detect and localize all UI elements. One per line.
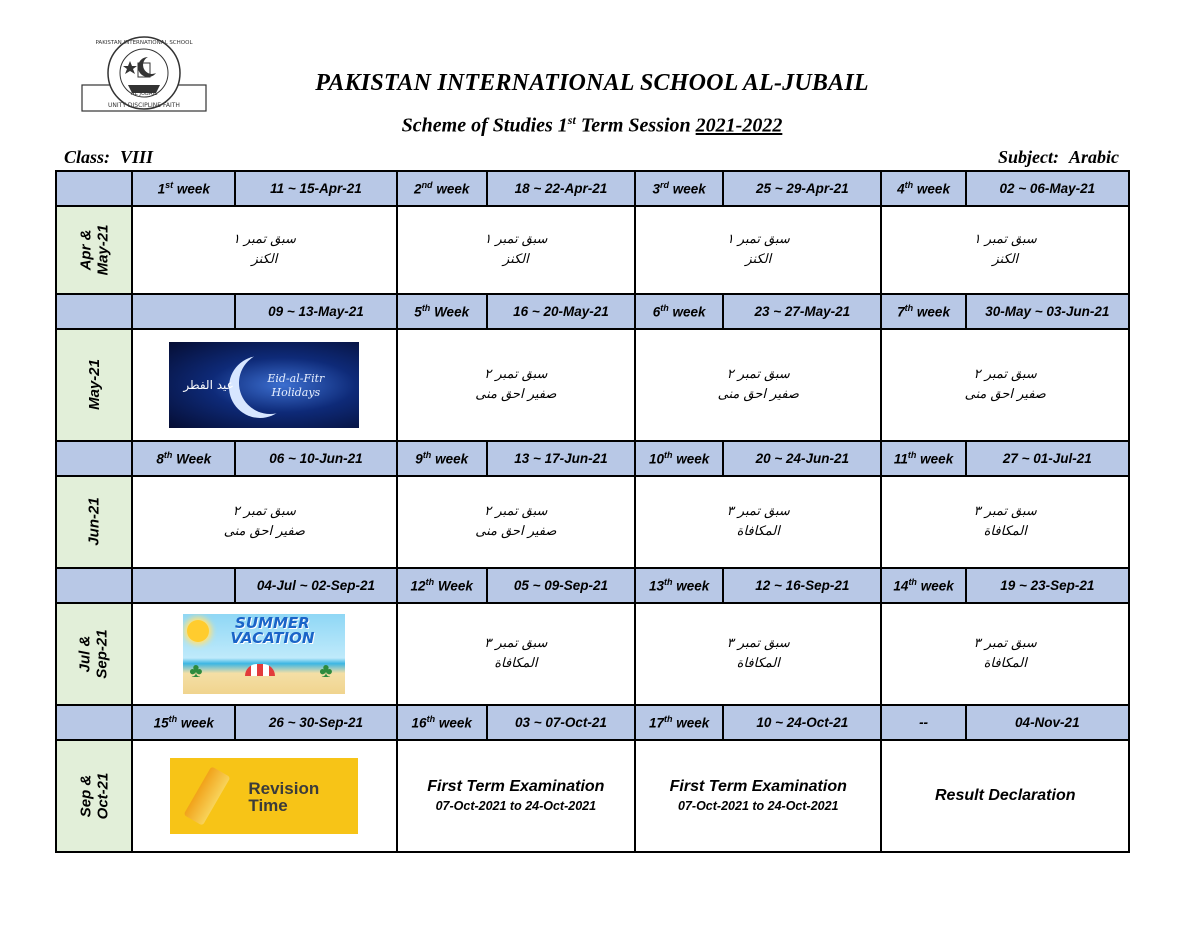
logo-motto-text: UNITY DISCIPLINE FAITH — [108, 102, 180, 109]
week-number-cell — [635, 171, 723, 206]
week-number-cell — [132, 705, 235, 740]
school-title: PAKISTAN INTERNATIONAL SCHOOL AL-JUBAIL — [315, 70, 869, 96]
date-range-cell: 16 ~ 20-May-21 — [487, 294, 635, 329]
class-label — [64, 147, 153, 168]
lesson-number: سبق تمبر ١ — [484, 232, 548, 247]
week-ordinal: st — [165, 180, 174, 191]
week-number-cell — [881, 568, 965, 603]
week-word: week — [173, 181, 210, 197]
week-word: week — [668, 181, 706, 197]
lesson-title: المكافاة — [494, 656, 538, 671]
date-range-cell: 05 ~ 09-Sep-21 — [487, 568, 635, 603]
umbrella-icon — [245, 664, 275, 676]
date-range-cell: 25 ~ 29-Apr-21 — [723, 171, 881, 206]
week-number: 7 — [897, 304, 905, 320]
summer-vacation-image — [183, 614, 345, 694]
scheme-mid: Term Session — [575, 114, 696, 137]
week-ordinal: th — [168, 714, 178, 725]
logo-middle-text: AL JUBAIL — [130, 91, 158, 97]
corner-cell — [56, 171, 132, 206]
week-number-cell — [635, 568, 723, 603]
sun-icon — [187, 620, 209, 642]
week-number-cell — [132, 441, 235, 476]
week-ordinal: th — [904, 303, 914, 314]
month-label — [86, 497, 103, 545]
week-ordinal: th — [421, 303, 431, 314]
corner-cell — [56, 705, 132, 740]
blank-week-cell — [132, 568, 235, 603]
date-range-cell: 23 ~ 27-May-21 — [723, 294, 881, 329]
subject-key: Subject: — [997, 147, 1059, 167]
class-key: Class: — [64, 147, 111, 167]
week-ordinal: th — [664, 577, 673, 588]
month-label — [77, 224, 111, 275]
summer-line: SUMMER — [235, 614, 310, 632]
month-cell — [56, 329, 132, 441]
week-word: week — [672, 578, 710, 594]
date-range-cell: 12 ~ 16-Sep-21 — [723, 568, 881, 603]
eid-line: Holidays — [271, 386, 321, 399]
eid-english-text — [267, 372, 324, 400]
date-range-cell: 18 ~ 22-Apr-21 — [487, 171, 635, 206]
date-range-cell: -- — [881, 705, 965, 740]
month-line: Jul & — [77, 635, 95, 672]
date-range-cell: 11 ~ 15-Apr-21 — [235, 171, 396, 206]
schedule-body — [56, 171, 1129, 852]
week-word: week — [432, 181, 470, 197]
week-word: week — [916, 578, 954, 594]
date-range-cell: 03 ~ 07-Oct-21 — [487, 705, 635, 740]
exam-dates: 07-Oct-2021 to 24-Oct-2021 — [435, 799, 597, 813]
week-word: week — [672, 451, 710, 467]
result-declaration: Result Declaration — [935, 787, 1076, 804]
month-cell — [56, 476, 132, 568]
week-number: 2 — [414, 181, 422, 197]
week-number: 3 — [652, 181, 660, 197]
week-number-cell — [635, 441, 723, 476]
month-cell — [56, 206, 132, 294]
lesson-cell — [132, 206, 396, 294]
schedule-table — [55, 170, 1130, 853]
corner-cell — [56, 441, 132, 476]
scheme-sup: st — [567, 113, 576, 127]
lesson-cell — [635, 206, 881, 294]
lesson-title: الكنز — [745, 252, 772, 267]
week-ordinal: nd — [421, 180, 433, 191]
blank-week-cell — [132, 294, 235, 329]
eid-line: Eid-al-Fitr — [267, 372, 325, 385]
lesson-number: سبق تمبر ١ — [973, 232, 1037, 247]
week-ordinal: th — [664, 714, 673, 725]
week-number: 13 — [648, 578, 664, 594]
week-number: 10 — [648, 451, 664, 467]
date-range-cell: 10 ~ 24-Oct-21 — [723, 705, 881, 740]
week-number-cell — [635, 294, 723, 329]
lesson-cell — [132, 476, 396, 568]
week-header-row — [56, 441, 1129, 476]
lesson-title: الكنز — [251, 252, 278, 267]
lesson-cell — [397, 476, 635, 568]
summer-vacation-cell — [132, 603, 396, 705]
date-range-cell: 02 ~ 06-May-21 — [966, 171, 1129, 206]
eid-holidays-image — [169, 342, 359, 428]
revision-time-text — [248, 780, 319, 814]
date-range-cell: 04-Jul ~ 02-Sep-21 — [235, 568, 396, 603]
week-header-row — [56, 294, 1129, 329]
pencil-icon — [184, 766, 231, 825]
month-line: Sep & — [77, 774, 95, 817]
content-row — [56, 603, 1129, 705]
month-cell — [56, 740, 132, 852]
lesson-number: سبق تمبر ٢ — [726, 367, 790, 382]
lesson-title: المكافاة — [736, 524, 780, 539]
scheme-prefix: Scheme of Studies 1 — [401, 114, 568, 137]
month-cell — [56, 603, 132, 705]
lesson-number: سبق تمبر ٢ — [484, 367, 548, 382]
week-ordinal: th — [907, 450, 917, 461]
subject-value: Arabic — [1068, 147, 1119, 167]
week-number-cell — [881, 294, 965, 329]
week-word: Week — [430, 304, 470, 320]
week-ordinal: th — [660, 303, 669, 314]
month-line: Apr & — [77, 229, 95, 270]
scheme-title — [0, 113, 1184, 138]
week-header-row — [56, 705, 1129, 740]
lesson-cell — [881, 476, 1129, 568]
week-word: week — [913, 181, 950, 197]
lesson-cell — [881, 206, 1129, 294]
eid-arabic-text: عيد الفطر — [183, 378, 234, 392]
week-number-cell — [397, 171, 487, 206]
month-line: May-21 — [85, 359, 103, 410]
lesson-title: الكنز — [992, 252, 1019, 267]
date-range-cell: 19 ~ 23-Sep-21 — [966, 568, 1129, 603]
lesson-cell — [397, 329, 635, 441]
week-number: 12 — [410, 578, 426, 594]
week-word: week — [916, 451, 954, 467]
week-number-cell — [881, 441, 965, 476]
month-line: Oct-21 — [94, 772, 112, 819]
lesson-title: صفير احق منى — [964, 387, 1046, 402]
date-range-cell: 30-May ~ 03-Jun-21 — [966, 294, 1129, 329]
content-row — [56, 206, 1129, 294]
week-number: 14 — [893, 578, 909, 594]
week-ordinal: th — [426, 714, 436, 725]
revision-time-cell — [132, 740, 396, 852]
revision-line: Revision — [248, 779, 320, 798]
week-word: week — [668, 304, 706, 320]
week-ordinal: th — [163, 450, 173, 461]
week-number: 4 — [897, 181, 905, 197]
summer-vacation-text — [207, 616, 337, 646]
lesson-cell — [881, 329, 1129, 441]
lesson-title: المكافاة — [983, 524, 1027, 539]
lesson-title: صفير احق منى — [475, 387, 557, 402]
date-range-cell: 20 ~ 24-Jun-21 — [723, 441, 881, 476]
date-range-cell: 13 ~ 17-Jun-21 — [487, 441, 635, 476]
lesson-number: سبق تمبر ٣ — [973, 636, 1037, 651]
lesson-number: سبق تمبر ١ — [232, 232, 296, 247]
week-word: Week — [434, 578, 473, 594]
week-header-row — [56, 171, 1129, 206]
date-range-cell: 06 ~ 10-Jun-21 — [235, 441, 396, 476]
month-label — [86, 359, 103, 410]
lesson-number: سبق تمبر ٣ — [484, 636, 548, 651]
week-number: 11 — [893, 451, 908, 467]
lesson-cell — [397, 206, 635, 294]
week-word: week — [913, 304, 950, 320]
month-line: Jun-21 — [85, 497, 103, 546]
exam-cell — [397, 740, 635, 852]
result-cell — [881, 740, 1129, 852]
lesson-cell — [635, 603, 881, 705]
week-number-cell — [397, 705, 487, 740]
summer-line: VACATION — [230, 629, 315, 647]
date-range-cell: 26 ~ 30-Sep-21 — [235, 705, 396, 740]
date-range-cell: 04-Nov-21 — [966, 705, 1129, 740]
content-row — [56, 329, 1129, 441]
logo-top-text: PAKISTAN INTERNATIONAL SCHOOL — [95, 40, 193, 46]
week-ordinal: th — [904, 180, 914, 191]
corner-cell — [56, 568, 132, 603]
palm-tree-icon: ♣ — [319, 660, 333, 682]
lesson-number: سبق تمبر ٣ — [973, 504, 1037, 519]
palm-tree-icon: ♣ — [189, 660, 203, 682]
week-number-cell — [635, 705, 723, 740]
week-number-cell — [132, 171, 235, 206]
week-ordinal: th — [425, 577, 435, 588]
week-word: week — [177, 715, 214, 731]
week-number: 5 — [414, 304, 422, 320]
lesson-title: المكافاة — [736, 656, 780, 671]
corner-cell — [56, 294, 132, 329]
lesson-number: سبق تمبر ٣ — [726, 636, 790, 651]
month-label — [77, 629, 111, 678]
week-number-cell — [881, 171, 965, 206]
exam-cell — [635, 740, 881, 852]
subject-label — [998, 147, 1119, 168]
lesson-title: المكافاة — [983, 656, 1027, 671]
week-number-cell — [397, 441, 487, 476]
week-ordinal: th — [908, 577, 917, 588]
lesson-number: سبق تمبر ١ — [726, 232, 790, 247]
lesson-title: صفير احق منى — [475, 524, 557, 539]
lesson-number: سبق تمبر ٢ — [973, 367, 1037, 382]
month-line: Sep-21 — [94, 628, 112, 679]
lesson-title: صفير احق منى — [717, 387, 799, 402]
exam-dates: 07-Oct-2021 to 24-Oct-2021 — [678, 799, 839, 813]
content-row — [56, 476, 1129, 568]
date-range-cell: 09 ~ 13-May-21 — [235, 294, 396, 329]
week-ordinal: th — [422, 450, 432, 461]
lesson-number: سبق تمبر ٣ — [726, 504, 790, 519]
lesson-title: صفير احق منى — [223, 524, 305, 539]
week-ordinal: rd — [659, 180, 669, 191]
week-word: week — [431, 451, 469, 467]
week-number: 6 — [652, 304, 661, 320]
week-number: 1 — [157, 181, 166, 197]
month-line: May-21 — [94, 224, 112, 275]
lesson-cell — [635, 476, 881, 568]
exam-title: First Term Examination — [427, 778, 605, 795]
week-word: week — [672, 715, 710, 731]
session-year: 2021-2022 — [695, 114, 783, 137]
lesson-number: سبق تمبر ٢ — [232, 504, 296, 519]
exam-title: First Term Examination — [669, 778, 847, 795]
week-ordinal: th — [664, 450, 673, 461]
revision-time-image — [170, 758, 358, 834]
lesson-cell — [635, 329, 881, 441]
week-number: 15 — [153, 715, 169, 731]
week-number-cell — [397, 568, 487, 603]
week-word: Week — [172, 451, 212, 467]
lesson-cell — [881, 603, 1129, 705]
lesson-cell — [397, 603, 635, 705]
week-word: week — [435, 715, 472, 731]
lesson-number: سبق تمبر ٢ — [484, 504, 548, 519]
date-range-cell: 27 ~ 01-Jul-21 — [966, 441, 1129, 476]
month-label — [77, 772, 111, 819]
lesson-title: الكنز — [502, 252, 529, 267]
week-header-row — [56, 568, 1129, 603]
eid-holiday-cell — [132, 329, 396, 441]
revision-line: Time — [248, 796, 288, 815]
week-number: 9 — [415, 451, 423, 467]
week-number: 8 — [156, 451, 164, 467]
week-number: 16 — [411, 715, 427, 731]
class-value: VIII — [120, 147, 154, 167]
content-row — [56, 740, 1129, 852]
week-number-cell — [397, 294, 487, 329]
week-number: 17 — [648, 715, 664, 731]
